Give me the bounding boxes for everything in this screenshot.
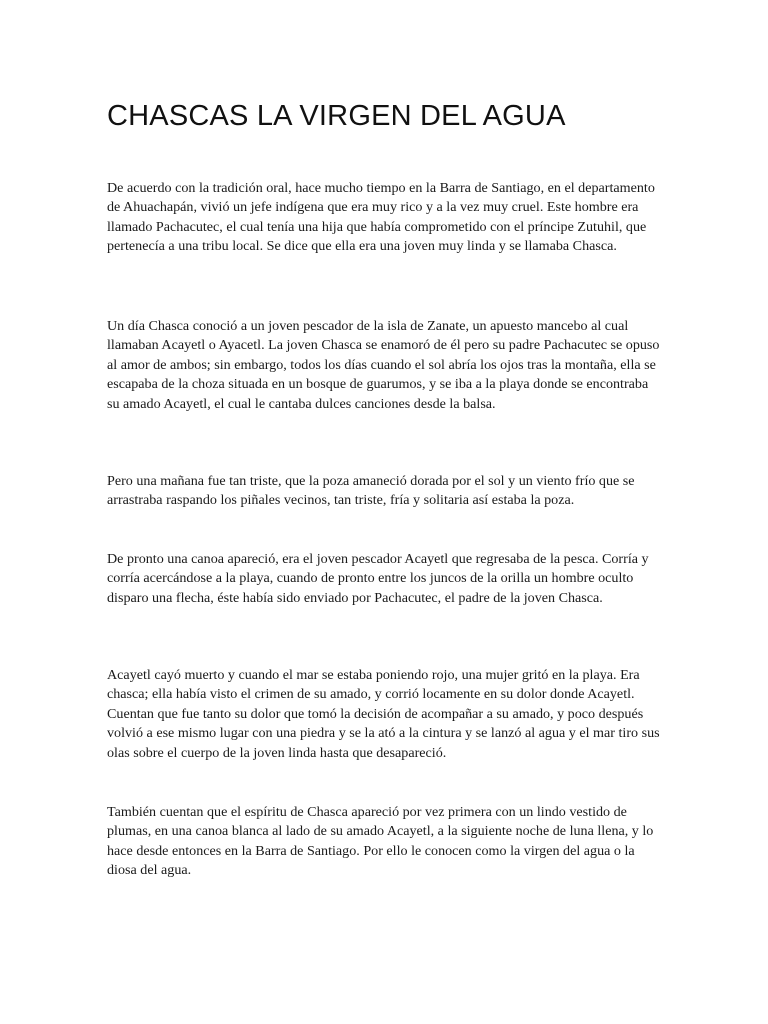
paragraph-3: Pero una mañana fue tan triste, que la poza amaneció dorada por el sol y un viento frío que se arrastraba raspando los piñales vecinos, tan triste, fría y solitaria así estaba la poza.: [107, 473, 635, 509]
paragraph-2: Un día Chasca conoció a un joven pescador de la isla de Zanate, un apuesto mancebo al cual llamaban Acayetl o Ayacetl. La joven Chasca se enamoró de él pero su padre Pachacutec se opuso al amor de ambos; sin embargo, todos los días cuando el sol abría los ojos tras la montaña, ella se escapaba de la choza situada en un bosque de guarumos, y se iba a la playa donde se encontraba su amado Acayetl, el cual le cantaba dulces canciones desde la balsa.: [107, 318, 660, 412]
page-title: CHASCAS LA VIRGEN DEL AGUA: [107, 100, 566, 132]
paragraph-1: De acuerdo con la tradición oral, hace mucho tiempo en la Barra de Santiago, en el departamento de Ahuachapán, vivió un jefe indígena que era muy rico y a la vez muy cruel. Este hombre era llamado Pachacutec, el cual tenía una hija que había comprometido con el príncipe Zutuhil, que pertenecía a una tribu local. Se dice que ella era una joven muy linda y se llamaba Chasca.: [107, 180, 655, 255]
paragraph-4: De pronto una canoa apareció, era el joven pescador Acayetl que regresaba de la pesca. Corría y corría acercándose a la playa, cuando de pronto entre los juncos de la orilla un hombre oculto disparo una flecha, éste había sido enviado por Pachacutec, el padre de la joven Chasca.: [107, 551, 649, 606]
paragraph-5: Acayetl cayó muerto y cuando el mar se estaba poniendo rojo, una mujer gritó en la playa. Era chasca; ella había visto el crimen de su amado, y corrió locamente en su dolor donde Acayetl. Cuentan que fue tanto su dolor que tomó la decisión de acompañar a su amado, y poco después volvió a ese mismo lugar con una piedra y se la ató a la cintura y se lanzó al agua y el mar tiro sus olas sobre el cuerpo de la joven linda hasta que desapareció.: [107, 667, 660, 761]
paragraph-6: También cuentan que el espíritu de Chasca apareció por vez primera con un lindo vestido de plumas, en una canoa blanca al lado de su amado Acayetl, a la siguiente noche de luna llena, y lo hace desde entonces en la Barra de Santiago. Por ello le conocen como la virgen del agua o la diosa del agua.: [107, 804, 654, 879]
